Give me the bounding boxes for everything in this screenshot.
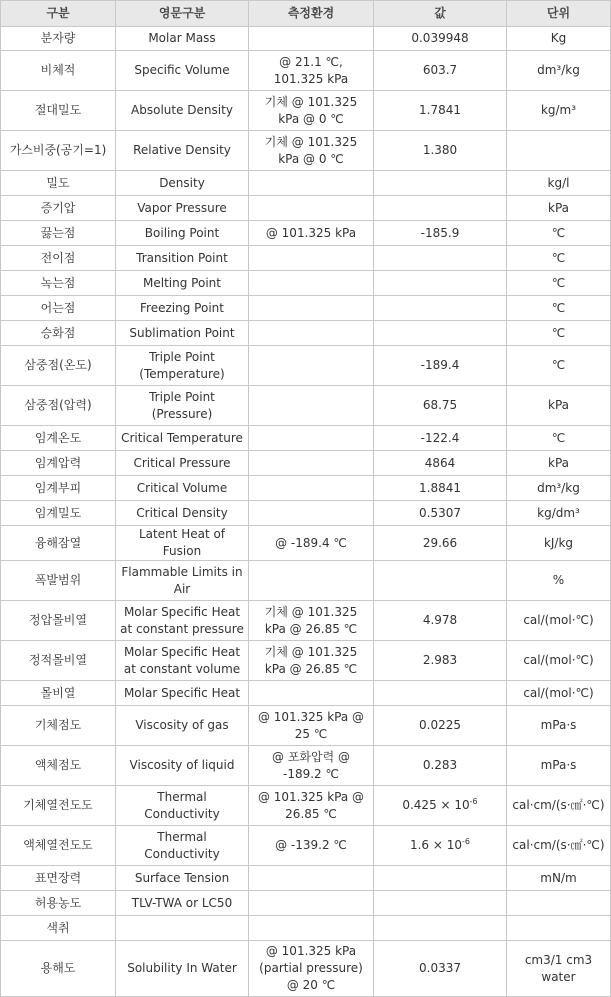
- header-value: 값: [374, 1, 507, 27]
- cell-value: -189.4: [374, 346, 507, 386]
- cell-condition: [249, 501, 374, 526]
- cell-unit: kg/dm³: [507, 501, 611, 526]
- cell-english-name: Viscosity of liquid: [116, 746, 249, 786]
- cell-value: [374, 561, 507, 601]
- cell-unit: cal·cm/(s·㎠·℃): [507, 826, 611, 866]
- cell-category: 액체열전도도: [1, 826, 116, 866]
- cell-english-name: Melting Point: [116, 271, 249, 296]
- table-row: [1, 91, 611, 131]
- cell-condition: [249, 916, 374, 941]
- cell-english-name: Absolute Density: [116, 91, 249, 131]
- cell-unit: kJ/kg: [507, 526, 611, 561]
- header-row: [1, 1, 611, 27]
- cell-unit: dm³/kg: [507, 476, 611, 501]
- cell-value: 1.8841: [374, 476, 507, 501]
- cell-english-name: [116, 916, 249, 941]
- cell-unit: ℃: [507, 426, 611, 451]
- cell-category: 표면장력: [1, 866, 116, 891]
- cell-category: 절대밀도: [1, 91, 116, 131]
- cell-value: [374, 296, 507, 321]
- value-base: 0.425 × 10: [402, 798, 470, 812]
- header-unit: 단위: [507, 1, 611, 27]
- cell-category: 승화점: [1, 321, 116, 346]
- cell-value: [374, 271, 507, 296]
- cell-category: 기체점도: [1, 706, 116, 746]
- cell-unit: cal/(mol·℃): [507, 641, 611, 681]
- cell-category: 삼중점(압력): [1, 386, 116, 426]
- cell-english-name: Molar Mass: [116, 27, 249, 51]
- table-row: [1, 866, 611, 891]
- table-row: [1, 426, 611, 451]
- cell-category: 분자량: [1, 27, 116, 51]
- cell-category: 비체적: [1, 51, 116, 91]
- cell-condition: [249, 196, 374, 221]
- cell-condition: 기체 @ 101.325 kPa @ 0 ℃: [249, 131, 374, 171]
- cell-english-name: Flammable Limits in Air: [116, 561, 249, 601]
- table-row: [1, 131, 611, 171]
- table-row: [1, 476, 611, 501]
- cell-value: [374, 171, 507, 196]
- cell-unit: ℃: [507, 246, 611, 271]
- cell-condition: [249, 246, 374, 271]
- cell-english-name: Specific Volume: [116, 51, 249, 91]
- cell-category: 밀도: [1, 171, 116, 196]
- table-row: [1, 51, 611, 91]
- cell-unit: [507, 131, 611, 171]
- cell-condition: [249, 891, 374, 916]
- cell-english-name: Freezing Point: [116, 296, 249, 321]
- table-row: [1, 941, 611, 997]
- cell-value: -185.9: [374, 221, 507, 246]
- cell-unit: [507, 916, 611, 941]
- cell-english-name: Thermal Conductivity: [116, 826, 249, 866]
- cell-unit: %: [507, 561, 611, 601]
- cell-unit: kPa: [507, 451, 611, 476]
- cell-condition: [249, 451, 374, 476]
- cell-value: 603.7: [374, 51, 507, 91]
- table-row: [1, 27, 611, 51]
- cell-english-name: Molar Specific Heat at constant pressure: [116, 601, 249, 641]
- cell-category: 어는점: [1, 296, 116, 321]
- table-row: [1, 526, 611, 561]
- header-category: 구분: [1, 1, 116, 27]
- cell-category: 용해도: [1, 941, 116, 997]
- cell-category: 가스비중(공기=1): [1, 131, 116, 171]
- cell-value: [374, 246, 507, 271]
- cell-category: 정적몰비열: [1, 641, 116, 681]
- cell-condition: [249, 296, 374, 321]
- cell-english-name: Molar Specific Heat at constant volume: [116, 641, 249, 681]
- table-row: [1, 346, 611, 386]
- cell-category: 임계부피: [1, 476, 116, 501]
- cell-english-name: Vapor Pressure: [116, 196, 249, 221]
- cell-english-name: Relative Density: [116, 131, 249, 171]
- cell-english-name: Critical Volume: [116, 476, 249, 501]
- cell-unit: kPa: [507, 196, 611, 221]
- cell-value: 0.0337: [374, 941, 507, 997]
- cell-english-name: Latent Heat of Fusion: [116, 526, 249, 561]
- cell-category: 증기압: [1, 196, 116, 221]
- cell-category: 임계압력: [1, 451, 116, 476]
- cell-unit: cm3/1 cm3 water: [507, 941, 611, 997]
- cell-value: [374, 866, 507, 891]
- table-row: [1, 706, 611, 746]
- cell-value: [374, 196, 507, 221]
- table-row: [1, 681, 611, 706]
- cell-category: 전이점: [1, 246, 116, 271]
- cell-value: 0.0225: [374, 706, 507, 746]
- cell-unit: ℃: [507, 321, 611, 346]
- table-row: [1, 246, 611, 271]
- table-body: [1, 27, 611, 997]
- cell-value: 0.5307: [374, 501, 507, 526]
- cell-condition: 기체 @ 101.325 kPa @ 26.85 ℃: [249, 641, 374, 681]
- cell-value: [374, 916, 507, 941]
- table-row: [1, 196, 611, 221]
- cell-condition: @ 101.325 kPa @ 25 ℃: [249, 706, 374, 746]
- table-row: [1, 271, 611, 296]
- cell-english-name: Critical Temperature: [116, 426, 249, 451]
- cell-value: 0.039948: [374, 27, 507, 51]
- cell-unit: ℃: [507, 271, 611, 296]
- header-condition: 측정환경: [249, 1, 374, 27]
- cell-category: 융해잠열: [1, 526, 116, 561]
- cell-unit: cal/(mol·℃): [507, 681, 611, 706]
- cell-category: 색취: [1, 916, 116, 941]
- cell-unit: ℃: [507, 346, 611, 386]
- table-row: [1, 501, 611, 526]
- cell-unit: cal/(mol·℃): [507, 601, 611, 641]
- table-row: [1, 601, 611, 641]
- cell-condition: @ 포화압력 @ -189.2 ℃: [249, 746, 374, 786]
- cell-unit: mN/m: [507, 866, 611, 891]
- cell-condition: [249, 271, 374, 296]
- cell-english-name: Surface Tension: [116, 866, 249, 891]
- cell-unit: dm³/kg: [507, 51, 611, 91]
- cell-condition: [249, 426, 374, 451]
- cell-condition: 기체 @ 101.325 kPa @ 26.85 ℃: [249, 601, 374, 641]
- cell-value: 1.7841: [374, 91, 507, 131]
- cell-value: [374, 786, 507, 826]
- table-row: [1, 891, 611, 916]
- table-row: [1, 826, 611, 866]
- cell-english-name: Critical Density: [116, 501, 249, 526]
- cell-condition: @ 21.1 ℃, 101.325 kPa: [249, 51, 374, 91]
- value-base: 1.6 × 10: [409, 838, 463, 852]
- table-row: [1, 786, 611, 826]
- cell-category: 임계온도: [1, 426, 116, 451]
- cell-category: 끓는점: [1, 221, 116, 246]
- cell-value: [374, 681, 507, 706]
- table-row: [1, 641, 611, 681]
- cell-value: -122.4: [374, 426, 507, 451]
- cell-value: 2.983: [374, 641, 507, 681]
- cell-value: [374, 826, 507, 866]
- cell-english-name: Sublimation Point: [116, 321, 249, 346]
- cell-english-name: Solubility In Water: [116, 941, 249, 997]
- cell-value: [374, 891, 507, 916]
- cell-category: 녹는점: [1, 271, 116, 296]
- cell-english-name: Molar Specific Heat: [116, 681, 249, 706]
- cell-condition: [249, 866, 374, 891]
- table-row: [1, 386, 611, 426]
- table-row: [1, 916, 611, 941]
- cell-condition: @ -189.4 ℃: [249, 526, 374, 561]
- cell-unit: mPa·s: [507, 706, 611, 746]
- cell-unit: Kg: [507, 27, 611, 51]
- cell-english-name: Triple Point (Pressure): [116, 386, 249, 426]
- header-english-name: 영문구분: [116, 1, 249, 27]
- table-row: [1, 561, 611, 601]
- cell-english-name: Critical Pressure: [116, 451, 249, 476]
- cell-condition: [249, 321, 374, 346]
- cell-value: [374, 321, 507, 346]
- cell-category: 액체점도: [1, 746, 116, 786]
- cell-category: 임계밀도: [1, 501, 116, 526]
- cell-condition: [249, 27, 374, 51]
- cell-condition: [249, 561, 374, 601]
- cell-condition: @ 101.325 kPa (partial pressure) @ 20 ℃: [249, 941, 374, 997]
- cell-english-name: TLV-TWA or LC50: [116, 891, 249, 916]
- table-row: [1, 296, 611, 321]
- cell-condition: [249, 476, 374, 501]
- cell-english-name: Thermal Conductivity: [116, 786, 249, 826]
- cell-unit: cal·cm/(s·㎠·℃): [507, 786, 611, 826]
- cell-unit: kPa: [507, 386, 611, 426]
- cell-condition: [249, 346, 374, 386]
- cell-unit: ℃: [507, 296, 611, 321]
- table-row: [1, 321, 611, 346]
- cell-unit: ℃: [507, 221, 611, 246]
- cell-category: 폭발범위: [1, 561, 116, 601]
- cell-english-name: Transition Point: [116, 246, 249, 271]
- cell-english-name: Viscosity of gas: [116, 706, 249, 746]
- cell-english-name: Triple Point (Temperature): [116, 346, 249, 386]
- table-row: [1, 451, 611, 476]
- cell-condition: [249, 681, 374, 706]
- cell-condition: @ -139.2 ℃: [249, 826, 374, 866]
- cell-category: 기체열전도도: [1, 786, 116, 826]
- cell-value: 4864: [374, 451, 507, 476]
- cell-category: 정압몰비열: [1, 601, 116, 641]
- cell-unit: mPa·s: [507, 746, 611, 786]
- cell-value: 68.75: [374, 386, 507, 426]
- value-exponent: -6: [462, 837, 471, 846]
- cell-category: 삼중점(온도): [1, 346, 116, 386]
- cell-category: 허용농도: [1, 891, 116, 916]
- cell-condition: [249, 171, 374, 196]
- table-row: [1, 171, 611, 196]
- cell-english-name: Density: [116, 171, 249, 196]
- cell-condition: @ 101.325 kPa @ 26.85 ℃: [249, 786, 374, 826]
- cell-condition: @ 101.325 kPa: [249, 221, 374, 246]
- cell-unit: kg/m³: [507, 91, 611, 131]
- cell-category: 몰비열: [1, 681, 116, 706]
- table-row: [1, 746, 611, 786]
- cell-value: 1.380: [374, 131, 507, 171]
- cell-unit: [507, 891, 611, 916]
- cell-english-name: Boiling Point: [116, 221, 249, 246]
- value-exponent: -6: [469, 797, 478, 806]
- cell-condition: [249, 386, 374, 426]
- cell-condition: 기체 @ 101.325 kPa @ 0 ℃: [249, 91, 374, 131]
- table-row: [1, 221, 611, 246]
- cell-value: 4.978: [374, 601, 507, 641]
- cell-unit: kg/l: [507, 171, 611, 196]
- cell-value: 29.66: [374, 526, 507, 561]
- cell-value: 0.283: [374, 746, 507, 786]
